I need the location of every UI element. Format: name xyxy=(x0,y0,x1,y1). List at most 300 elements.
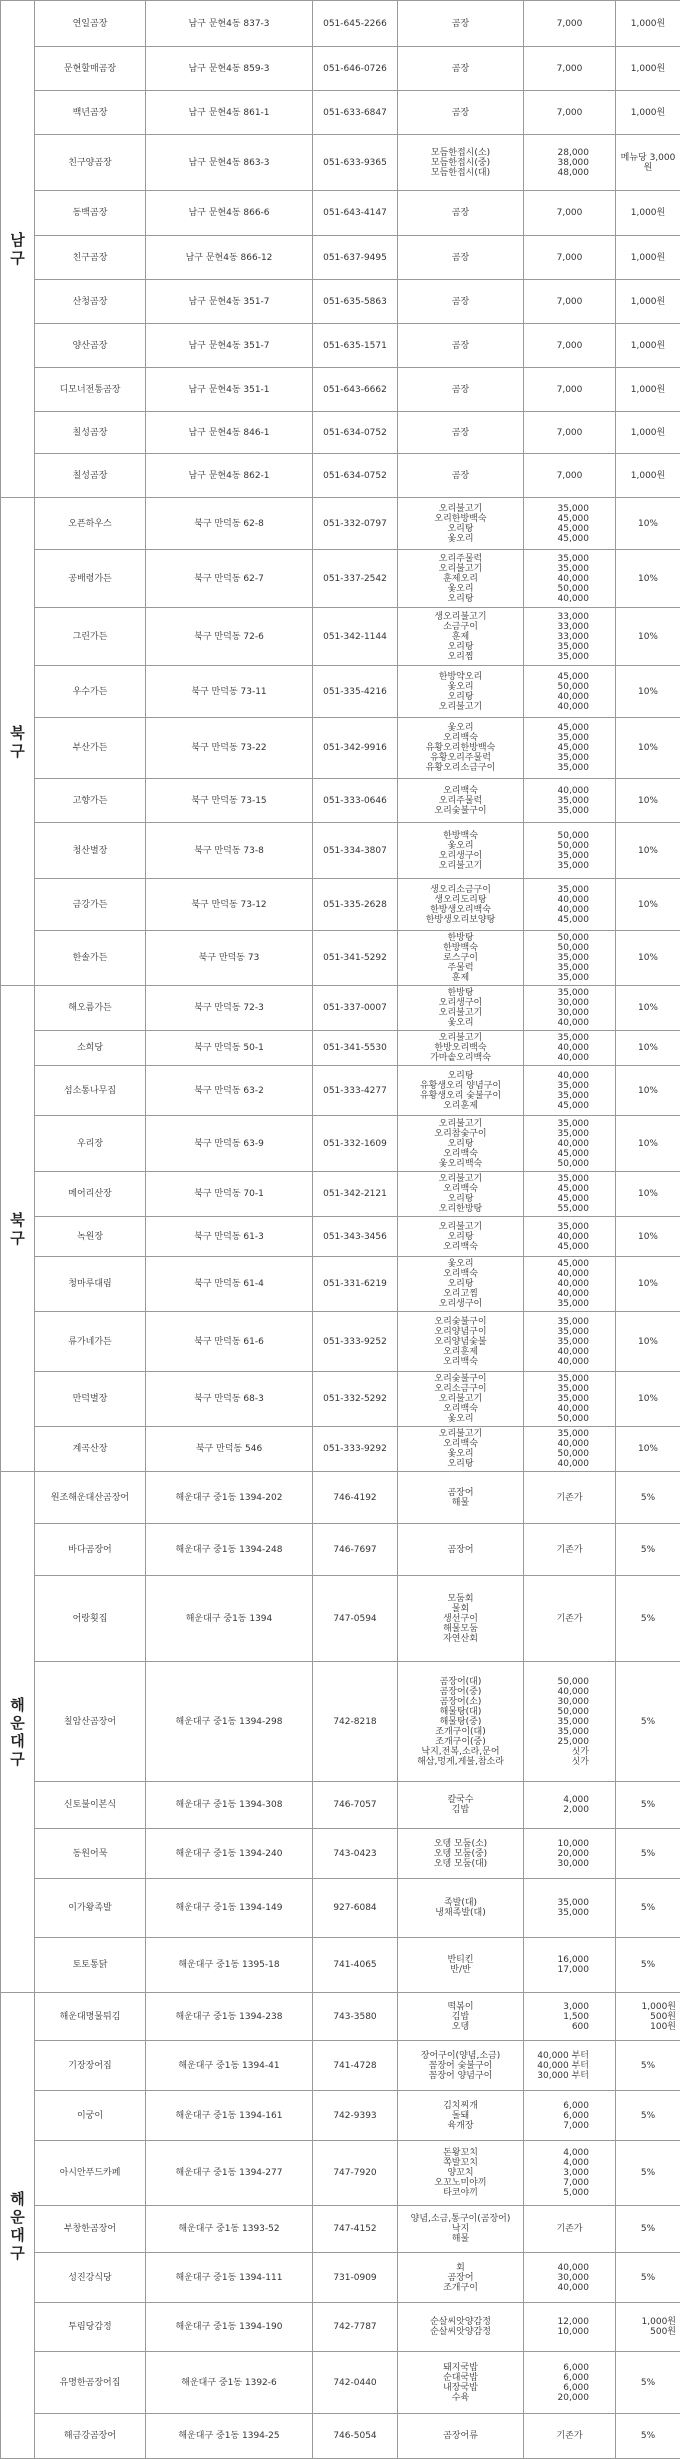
discount-item: 5% xyxy=(618,1614,678,1624)
store-name: 연일곰장 xyxy=(35,1,146,47)
store-phone: 051-335-2628 xyxy=(313,879,398,931)
price-list xyxy=(524,135,616,191)
menu-list xyxy=(398,1782,524,1829)
table-row xyxy=(1,135,680,191)
price-item: 7,000 xyxy=(526,297,613,307)
price-item: 기존가 xyxy=(526,1493,613,1503)
price-item: 4,000 xyxy=(526,2148,589,2158)
menu-item: 오리백숙 xyxy=(404,1357,517,1367)
table-row xyxy=(1,1066,680,1116)
store-phone: 051-333-9292 xyxy=(313,1427,398,1472)
price-item: 50,000 xyxy=(526,682,589,692)
table-row xyxy=(1,280,680,324)
menu-item: 돌돼 xyxy=(404,2111,517,2121)
menu-list xyxy=(398,1312,524,1372)
menu-item: 곰장 xyxy=(404,208,517,218)
menu-list xyxy=(398,2303,524,2352)
store-address: 해운대구 중1동 1394-248 xyxy=(146,1524,313,1576)
store-phone: 743-0423 xyxy=(313,1829,398,1879)
menu-item: 낙지 xyxy=(404,2224,517,2234)
menu-list xyxy=(398,608,524,666)
discount-item: 1,000원 xyxy=(618,208,678,218)
price-list xyxy=(524,2414,616,2459)
menu-item: 오리참숯구이 xyxy=(404,1129,517,1139)
price-item: 기존가 xyxy=(526,2431,613,2441)
discount-item: 1,000원 xyxy=(618,2002,676,2012)
price-item: 35,000 xyxy=(526,973,589,983)
store-name: 해금강곰장어 xyxy=(35,2414,146,2459)
store-address: 해운대구 중1동 1394 xyxy=(146,1576,313,1662)
menu-item: 돈왕꼬치 xyxy=(404,2148,517,2158)
store-name: 메어리산장 xyxy=(35,1172,146,1217)
store-address: 해운대구 중1동 1394-25 xyxy=(146,2414,313,2459)
store-name: 공배령가든 xyxy=(35,550,146,608)
price-item: 35,000 xyxy=(526,652,589,662)
price-item: 30,000 부터 xyxy=(526,2071,589,2081)
menu-list xyxy=(398,666,524,718)
menu-item: 오리탕 xyxy=(404,642,517,652)
price-item: 35,000 xyxy=(526,763,589,773)
menu-item: 김밥 xyxy=(404,2012,517,2022)
price-item: 35,000 xyxy=(526,1317,589,1327)
price-item: 35,000 xyxy=(526,504,589,514)
price-item: 35,000 xyxy=(526,642,589,652)
discount-item: 100원 xyxy=(618,2022,676,2032)
store-phone: 746-4192 xyxy=(313,1472,398,1524)
discount-item: 500원 xyxy=(618,2327,676,2337)
price-item: 35,000 xyxy=(526,753,589,763)
store-name: 계곡산장 xyxy=(35,1427,146,1472)
menu-list xyxy=(398,1116,524,1172)
table-row xyxy=(1,91,680,135)
region-label xyxy=(1,1,35,498)
table-row xyxy=(1,368,680,412)
discount-item: 10% xyxy=(618,574,678,584)
price-item: 45,000 xyxy=(526,534,589,544)
menu-item: 곰장 xyxy=(404,385,517,395)
store-phone: 743-3580 xyxy=(313,1993,398,2041)
store-phone: 051-341-5530 xyxy=(313,1031,398,1066)
store-address: 해운대구 중1동 1394-240 xyxy=(146,1829,313,1879)
price-item: 40,000 xyxy=(526,1018,589,1028)
menu-item: 곰장어(대) xyxy=(404,1677,517,1687)
menu-list xyxy=(398,986,524,1031)
price-item: 40,000 xyxy=(526,1289,589,1299)
menu-item: 해삼,멍게,게불,참소라 xyxy=(404,1757,517,1767)
store-phone: 051-333-9252 xyxy=(313,1312,398,1372)
store-address: 해운대구 중1동 1394-308 xyxy=(146,1782,313,1829)
price-list xyxy=(524,1782,616,1829)
discount-item: 1,000원 xyxy=(618,297,678,307)
menu-item: 곰장어(중) xyxy=(404,1687,517,1697)
discount-item: 1,000원 xyxy=(618,19,678,29)
discount-list xyxy=(616,1993,680,2041)
price-item: 40,000 xyxy=(526,1232,589,1242)
price-list xyxy=(524,1576,616,1662)
store-name: 해운대명물튀김 xyxy=(35,1993,146,2041)
store-phone: 051-332-5292 xyxy=(313,1372,398,1427)
menu-item: 곰장 xyxy=(404,471,517,481)
price-list xyxy=(524,2352,616,2414)
store-address: 남구 문현4동 859-3 xyxy=(146,47,313,91)
discount-item: 10% xyxy=(618,1337,678,1347)
store-name: 섬소통나무집 xyxy=(35,1066,146,1116)
menu-list xyxy=(398,91,524,135)
menu-item: 오리양념구이 xyxy=(404,1327,517,1337)
store-name: 양산곰장 xyxy=(35,324,146,368)
menu-item: 옻오리 xyxy=(404,584,517,594)
menu-item: 오리생구이 xyxy=(404,851,517,861)
menu-item: 냉채족발(대) xyxy=(404,1908,517,1918)
menu-item: 오리불고기 xyxy=(404,1394,517,1404)
price-item: 40,000 xyxy=(526,1043,589,1053)
menu-item: 오리불고기 xyxy=(404,1033,517,1043)
menu-item: 떡볶이 xyxy=(404,2002,517,2012)
discount-item: 10% xyxy=(618,1139,678,1149)
price-item: 40,000 xyxy=(526,895,589,905)
discount-list xyxy=(616,1427,680,1472)
discount-item: 10% xyxy=(618,796,678,806)
price-item: 35,000 xyxy=(526,963,589,973)
menu-item: 해물 xyxy=(404,2234,517,2244)
store-address: 남구 문현4동 866-12 xyxy=(146,236,313,280)
store-phone: 051-342-2121 xyxy=(313,1172,398,1217)
price-item: 40,000 xyxy=(526,574,589,584)
discount-item: 10% xyxy=(618,900,678,910)
price-item: 33,000 xyxy=(526,612,589,622)
discount-list xyxy=(616,986,680,1031)
table-row xyxy=(1,2206,680,2253)
menu-item: 회 xyxy=(404,2263,517,2273)
discount-list xyxy=(616,1,680,47)
discount-list xyxy=(616,1372,680,1427)
store-phone: 051-335-4216 xyxy=(313,666,398,718)
price-item: 45,000 xyxy=(526,743,589,753)
discount-item: 5% xyxy=(618,2378,678,2388)
price-item: 35,000 xyxy=(526,1222,589,1232)
price-item: 40,000 xyxy=(526,1347,589,1357)
store-phone: 742-0440 xyxy=(313,2352,398,2414)
menu-list xyxy=(398,191,524,236)
menu-list xyxy=(398,1427,524,1472)
discount-list xyxy=(616,91,680,135)
price-list xyxy=(524,1,616,47)
store-address: 북구 만덕동 63-2 xyxy=(146,1066,313,1116)
menu-list xyxy=(398,1879,524,1938)
menu-item: 꼼장어 숯불구이 xyxy=(404,2061,517,2071)
menu-item: 칼국수 xyxy=(404,1795,517,1805)
store-phone: 051-337-0007 xyxy=(313,986,398,1031)
menu-item: 한방탕 xyxy=(404,988,517,998)
price-item: 50,000 xyxy=(526,1449,589,1459)
table-row xyxy=(1,666,680,718)
discount-item: 10% xyxy=(618,1086,678,1096)
store-phone: 051-643-4147 xyxy=(313,191,398,236)
price-list xyxy=(524,1938,616,1993)
discount-list xyxy=(616,1576,680,1662)
store-phone: 051-645-2266 xyxy=(313,1,398,47)
discount-item: 1,000원 xyxy=(618,471,678,481)
price-item: 4,000 xyxy=(526,2158,589,2168)
discount-list xyxy=(616,280,680,324)
menu-item: 해물모둠 xyxy=(404,1624,517,1634)
discount-item: 500원 xyxy=(618,2012,676,2022)
discount-list xyxy=(616,2141,680,2206)
price-item: 35,000 xyxy=(526,1327,589,1337)
price-item: 35,000 xyxy=(526,1384,589,1394)
menu-item: 오리백숙 xyxy=(404,1439,517,1449)
store-phone: 731-0909 xyxy=(313,2253,398,2303)
price-list xyxy=(524,1662,616,1782)
price-item: 40,000 xyxy=(526,1439,589,1449)
price-item: 50,000 xyxy=(526,1414,589,1424)
discount-item: 10% xyxy=(618,743,678,753)
menu-item: 김치찌개 xyxy=(404,2101,517,2111)
discount-list xyxy=(616,135,680,191)
menu-item: 모둠회 xyxy=(404,1594,517,1604)
price-item: 35,000 xyxy=(526,1429,589,1439)
price-item: 40,000 xyxy=(526,1459,589,1469)
store-phone: 051-333-4277 xyxy=(313,1066,398,1116)
table-row xyxy=(1,412,680,454)
store-name: 아시안푸드카페 xyxy=(35,2141,146,2206)
table-row xyxy=(1,2091,680,2141)
menu-item: 오뎅 xyxy=(404,2022,517,2032)
store-address: 해운대구 중1동 1394-238 xyxy=(146,1993,313,2041)
discount-list xyxy=(616,2041,680,2091)
price-list xyxy=(524,368,616,412)
price-item: 35,000 xyxy=(526,861,589,871)
discount-item: 10% xyxy=(618,1043,678,1053)
store-address: 북구 만덕동 62-7 xyxy=(146,550,313,608)
menu-item: 오리한방백숙 xyxy=(404,514,517,524)
price-item: 35,000 xyxy=(526,1337,589,1347)
menu-item: 곰장어류 xyxy=(404,2431,517,2441)
menu-item: 오리숯불구이 xyxy=(404,1317,517,1327)
price-list xyxy=(524,280,616,324)
menu-item: 곰장 xyxy=(404,341,517,351)
price-item: 40,000 부터 xyxy=(526,2051,589,2061)
price-item: 55,000 xyxy=(526,1204,589,1214)
discount-list xyxy=(616,1879,680,1938)
price-item: 35,000 xyxy=(526,554,589,564)
price-item: 30,000 xyxy=(526,998,589,1008)
price-item: 6,000 xyxy=(526,2101,589,2111)
table-row xyxy=(1,1,680,47)
discount-item: 10% xyxy=(618,1189,678,1199)
table-row xyxy=(1,2352,680,2414)
store-phone: 051-341-5292 xyxy=(313,931,398,986)
price-item: 7,000 xyxy=(526,208,613,218)
price-item: 7,000 xyxy=(526,2178,589,2188)
price-item: 35,000 xyxy=(526,1174,589,1184)
price-item: 2,000 xyxy=(526,1805,589,1815)
price-list xyxy=(524,47,616,91)
price-item: 33,000 xyxy=(526,622,589,632)
store-address: 북구 만덕동 62-8 xyxy=(146,498,313,550)
price-item: 45,000 xyxy=(526,915,589,925)
price-item: 45,000 xyxy=(526,1101,589,1111)
table-row xyxy=(1,47,680,91)
price-item: 40,000 부터 xyxy=(526,2061,589,2071)
menu-item: 곰장 xyxy=(404,108,517,118)
price-list xyxy=(524,1066,616,1116)
store-phone: 741-4728 xyxy=(313,2041,398,2091)
menu-item: 곰장어 xyxy=(404,1488,517,1498)
menu-item: 한방오리백숙 xyxy=(404,1043,517,1053)
menu-item: 오리탕 xyxy=(404,692,517,702)
menu-item: 곰장 xyxy=(404,428,517,438)
menu-list xyxy=(398,368,524,412)
store-name: 동원어묵 xyxy=(35,1829,146,1879)
store-name: 소희당 xyxy=(35,1031,146,1066)
discount-list xyxy=(616,368,680,412)
store-address: 남구 문현4동 861-1 xyxy=(146,91,313,135)
store-name: 오픈하우스 xyxy=(35,498,146,550)
table-row xyxy=(1,1427,680,1472)
price-item: 10,000 xyxy=(526,2327,589,2337)
store-address: 해운대구 중1동 1394-161 xyxy=(146,2091,313,2141)
menu-item: 오리훈제 xyxy=(404,1101,517,1111)
price-item: 28,000 xyxy=(526,148,589,158)
store-phone: 051-634-0752 xyxy=(313,454,398,498)
price-item: 30,000 xyxy=(526,1859,589,1869)
price-item: 40,000 xyxy=(526,594,589,604)
menu-list xyxy=(398,1524,524,1576)
store-phone: 746-7697 xyxy=(313,1524,398,1576)
discount-list xyxy=(616,324,680,368)
store-name: 칠성곰장 xyxy=(35,454,146,498)
menu-list xyxy=(398,1372,524,1427)
store-phone: 051-343-3456 xyxy=(313,1217,398,1257)
store-phone: 051-635-5863 xyxy=(313,280,398,324)
menu-list xyxy=(398,1,524,47)
price-item: 35,000 xyxy=(526,564,589,574)
menu-list xyxy=(398,1066,524,1116)
store-name: 그린가든 xyxy=(35,608,146,666)
price-item: 40,000 xyxy=(526,702,589,712)
store-phone: 742-7787 xyxy=(313,2303,398,2352)
menu-item: 옻오리 xyxy=(404,682,517,692)
store-name: 해오름가든 xyxy=(35,986,146,1031)
price-item: 싯가 xyxy=(526,1757,589,1767)
store-name: 만덕별장 xyxy=(35,1372,146,1427)
menu-item: 양념,소금,통구이(곰장어) xyxy=(404,2214,517,2224)
menu-item: 한방백숙 xyxy=(404,831,517,841)
menu-item: 수육 xyxy=(404,2393,517,2403)
menu-list xyxy=(398,1257,524,1312)
discount-list xyxy=(616,1172,680,1217)
menu-item: 오리불고기 xyxy=(404,861,517,871)
store-address: 해운대구 중1동 1394-149 xyxy=(146,1879,313,1938)
menu-item: 오뎅 모둠(중) xyxy=(404,1849,517,1859)
menu-item: 오뎅 모둠(대) xyxy=(404,1859,517,1869)
menu-item: 양꼬치 xyxy=(404,2168,517,2178)
discount-list xyxy=(616,879,680,931)
menu-list xyxy=(398,2206,524,2253)
price-item: 35,000 xyxy=(526,806,589,816)
discount-list xyxy=(616,47,680,91)
menu-list xyxy=(398,1938,524,1993)
menu-list xyxy=(398,1829,524,1879)
store-address: 북구 만덕동 546 xyxy=(146,1427,313,1472)
store-phone: 051-643-6662 xyxy=(313,368,398,412)
price-item: 35,000 xyxy=(526,1033,589,1043)
discount-item: 1,000원 xyxy=(618,108,678,118)
table-row xyxy=(1,823,680,879)
price-item: 35,000 xyxy=(526,1908,589,1918)
menu-item: 오리불고기 xyxy=(404,1008,517,1018)
menu-item: 오리훈제 xyxy=(404,1347,517,1357)
store-address: 북구 만덕동 73-11 xyxy=(146,666,313,718)
discount-list xyxy=(616,1829,680,1879)
price-item: 50,000 xyxy=(526,1707,589,1717)
table-row xyxy=(1,1312,680,1372)
discount-list xyxy=(616,666,680,718)
store-phone: 051-337-2542 xyxy=(313,550,398,608)
price-list xyxy=(524,718,616,779)
region-label xyxy=(1,1472,35,1993)
discount-list xyxy=(616,2091,680,2141)
price-list xyxy=(524,498,616,550)
menu-item: 오리고찜 xyxy=(404,1289,517,1299)
menu-item: 순살씨앗양감정 xyxy=(404,2327,517,2337)
discount-list xyxy=(616,1782,680,1829)
store-name: 투림당감정 xyxy=(35,2303,146,2352)
discount-list xyxy=(616,191,680,236)
store-name: 토토통닭 xyxy=(35,1938,146,1993)
discount-list xyxy=(616,1938,680,1993)
table-row xyxy=(1,2253,680,2303)
menu-item: 모듬한접시(소) xyxy=(404,148,517,158)
price-list xyxy=(524,2206,616,2253)
table-row xyxy=(1,1938,680,1993)
menu-item: 곰장어(소) xyxy=(404,1697,517,1707)
price-item: 6,000 xyxy=(526,2383,589,2393)
store-name: 금강가든 xyxy=(35,879,146,931)
discount-list xyxy=(616,2253,680,2303)
price-item: 12,000 xyxy=(526,2317,589,2327)
table-row xyxy=(1,879,680,931)
price-item: 40,000 xyxy=(526,905,589,915)
discount-item: 5% xyxy=(618,1493,678,1503)
menu-item: 오리백숙 xyxy=(404,786,517,796)
price-item: 35,000 xyxy=(526,851,589,861)
discount-item: 5% xyxy=(618,1717,678,1727)
price-item: 기존가 xyxy=(526,1545,613,1555)
table-row xyxy=(1,2141,680,2206)
price-item: 7,000 xyxy=(526,64,613,74)
price-item: 35,000 xyxy=(526,1081,589,1091)
store-phone: 927-6084 xyxy=(313,1879,398,1938)
menu-item: 오리백숙 xyxy=(404,1149,517,1159)
store-name: 기장장어집 xyxy=(35,2041,146,2091)
region-label-text: 북구 xyxy=(9,724,27,760)
store-name: 칠암산곰장어 xyxy=(35,1662,146,1782)
menu-list xyxy=(398,823,524,879)
menu-list xyxy=(398,236,524,280)
menu-item: 순대국밥 xyxy=(404,2373,517,2383)
table-row xyxy=(1,1031,680,1066)
store-address: 북구 만덕동 61-6 xyxy=(146,1312,313,1372)
menu-item: 육개장 xyxy=(404,2121,517,2131)
discount-item: 5% xyxy=(618,2111,678,2121)
menu-item: 순살씨앗양감정 xyxy=(404,2317,517,2327)
discount-list xyxy=(616,1662,680,1782)
menu-item: 로스구이 xyxy=(404,953,517,963)
price-list xyxy=(524,1257,616,1312)
table-body xyxy=(1,1,680,2459)
